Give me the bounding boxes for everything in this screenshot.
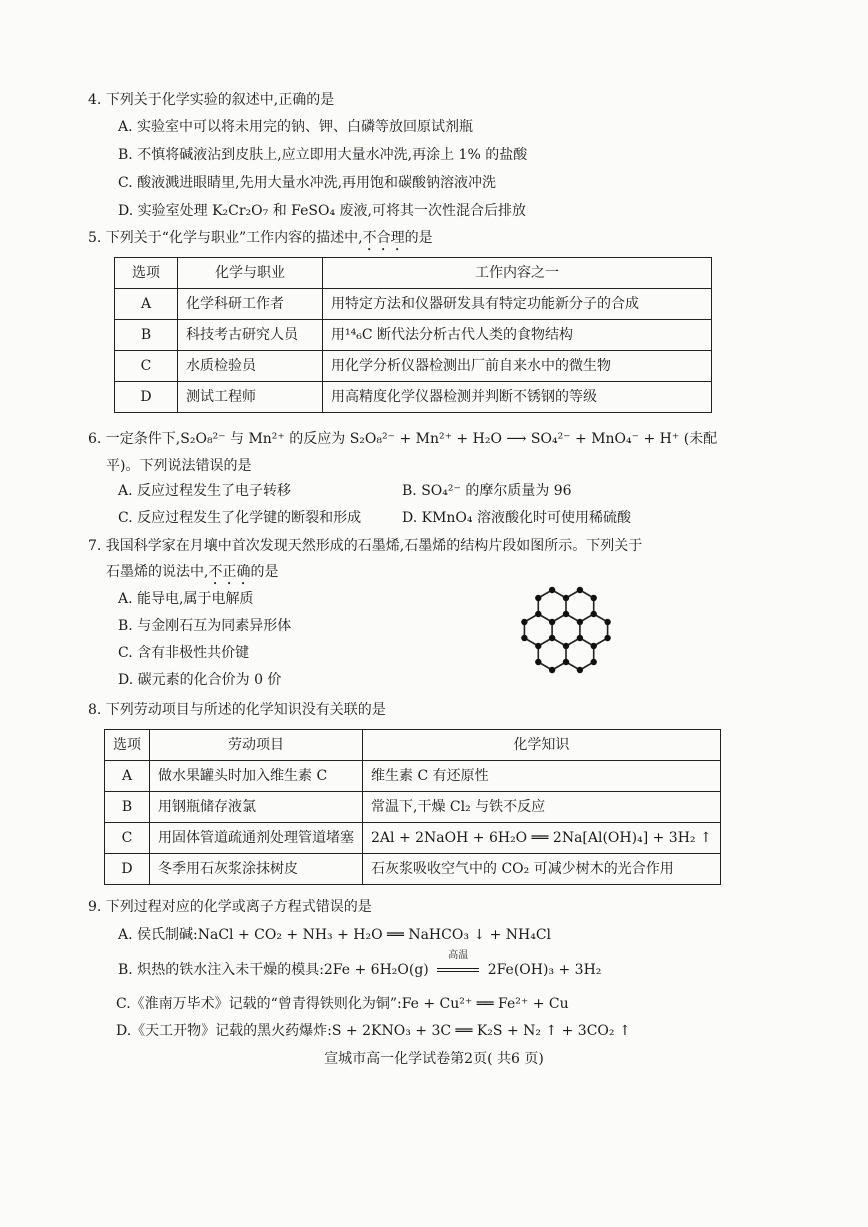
q4-stem: 4. 下列关于化学实验的叙述中,正确的是	[88, 92, 335, 108]
table-cell: 用¹⁴₆C 断代法分析古代人类的食物结构	[323, 320, 712, 351]
table-cell: 用化学分析仪器检测出厂前自来水中的微生物	[323, 351, 712, 382]
q6-option-c: C. 反应过程发生了化学键的断裂和形成	[118, 510, 362, 526]
carbon-atom	[563, 659, 569, 665]
table-cell: B	[105, 792, 150, 823]
table-header: 工作内容之一	[323, 258, 712, 289]
table-row	[115, 382, 712, 413]
carbon-atom	[549, 587, 555, 593]
q9-option-c: C.《淮南万毕术》记载的“曾青得铁则化为铜”:Fe + Cu²⁺ ══ Fe²⁺ + Cu	[116, 996, 569, 1012]
reaction-condition: 高温	[448, 950, 469, 961]
table-cell: 做水果罐头时加入维生素 C	[150, 761, 363, 792]
table-row	[115, 351, 712, 382]
table-row	[115, 320, 712, 351]
carbon-atom	[521, 635, 527, 641]
q7-stem-emphasis: 不正确	[208, 564, 251, 580]
q7-stem-line2	[106, 562, 278, 588]
q7-option-d: D. 碳元素的化合价为 0 价	[118, 672, 282, 688]
table-cell: 石灰浆吸收空气中的 CO₂ 可减少树木的光合作用	[363, 854, 721, 885]
q5-stem-pre: 5. 下列关于“化学与职业”工作内容的描述中,	[88, 230, 363, 246]
carbon-atom	[591, 595, 597, 601]
table-cell: 用高精度化学仪器检测并判断不锈钢的等级	[323, 382, 712, 413]
carbon-atom	[577, 587, 583, 593]
carbon-atom	[577, 635, 583, 641]
q4-option-c: C. 酸液溅进眼睛里,先用大量水冲洗,再用饱和碳酸钠溶液冲洗	[118, 175, 497, 191]
table-cell: 化学科研工作者	[178, 289, 323, 320]
q8-table	[104, 729, 721, 885]
table-cell: 用钢瓶储存液氯	[150, 792, 363, 823]
q7-option-b: B. 与金刚石互为同素异形体	[118, 618, 292, 634]
table-cell: 维生素 C 有还原性	[363, 761, 721, 792]
q9-option-d: D.《天工开物》记载的黑火药爆炸:S + 2KNO₃ + 3C ══ K₂S + N₂ ↑ + 3CO₂ ↑	[116, 1023, 631, 1039]
carbon-atom	[521, 619, 527, 625]
table-header: 选项	[115, 258, 178, 289]
carbon-atom	[535, 659, 541, 665]
table-cell: 水质检验员	[178, 351, 323, 382]
table-cell: 用固体管道疏通剂处理管道堵塞	[150, 823, 363, 854]
q8-stem: 8. 下列劳动项目与所述的化学知识没有关联的是	[88, 702, 386, 718]
table-row	[105, 792, 721, 823]
q4-option-d: D. 实验室处理 K₂Cr₂O₇ 和 FeSO₄ 废液,可将其一次性混合后排放	[118, 203, 526, 219]
graphene-structure-figure	[506, 568, 626, 692]
table-header: 选项	[105, 730, 150, 761]
table-cell: 常温下,干燥 Cl₂ 与铁不反应	[363, 792, 721, 823]
q6-option-b: B. SO₄²⁻ 的摩尔质量为 96	[402, 483, 572, 499]
q5-stem-emphasis: 不合理	[362, 230, 405, 246]
table-row	[105, 823, 721, 854]
carbon-atom	[535, 611, 541, 617]
q5-table	[114, 257, 712, 413]
table-row	[105, 854, 721, 885]
carbon-atom	[591, 643, 597, 649]
table-header-row	[115, 258, 712, 289]
reaction-arrow	[437, 950, 479, 980]
carbon-atom	[535, 595, 541, 601]
q9-option-b-text: B. 炽热的铁水注入未干燥的模具:2Fe + 6H₂O(g)	[118, 962, 429, 978]
table-cell: D	[115, 382, 178, 413]
q7-option-a: A. 能导电,属于电解质	[118, 591, 254, 607]
carbon-atom	[535, 643, 541, 649]
q9-option-b	[118, 950, 602, 980]
q7-stem-post: 的是	[250, 564, 279, 580]
carbon-atom	[577, 619, 583, 625]
page-footer: 宣城市高一化学试卷第2页( 共6 页)	[324, 1051, 544, 1067]
carbon-atom	[563, 595, 569, 601]
table-header: 化学与职业	[178, 258, 323, 289]
carbon-atom	[591, 611, 597, 617]
carbon-atom	[549, 635, 555, 641]
q9-option-a: A. 侯氏制碱:NaCl + CO₂ + NH₃ + H₂O ══ NaHCO₃ ↓ + NH₄Cl	[118, 927, 552, 943]
carbon-atom	[604, 635, 610, 641]
q6-option-d: D. KMnO₄ 溶液酸化时可使用稀硫酸	[402, 510, 631, 526]
table-cell: 科技考古研究人员	[178, 320, 323, 351]
table-row	[115, 289, 712, 320]
q6-stem-line2: 平)。下列说法错误的是	[106, 458, 252, 474]
table-header-row	[105, 730, 721, 761]
table-cell: A	[115, 289, 178, 320]
table-cell: 测试工程师	[178, 382, 323, 413]
carbon-atom	[563, 643, 569, 649]
q5-stem-post: 的是	[404, 230, 433, 246]
carbon-atom	[604, 619, 610, 625]
table-cell: C	[105, 823, 150, 854]
carbon-atom	[577, 667, 583, 673]
carbon-atom	[549, 667, 555, 673]
q4-option-a: A. 实验室中可以将未用完的钠、钾、白磷等放回原试剂瓶	[118, 119, 474, 135]
table-cell: D	[105, 854, 150, 885]
table-cell: 2Al + 2NaOH + 6H₂O ══ 2Na[Al(OH)₄] + 3H₂ ↑	[363, 823, 721, 854]
table-cell: 冬季用石灰浆涂抹树皮	[150, 854, 363, 885]
q6-stem-line1: 6. 一定条件下,S₂O₈²⁻ 与 Mn²⁺ 的反应为 S₂O₈²⁻ + Mn²⁺ + H₂O ⟶ SO₄²⁻ + MnO₄⁻ + H⁺ (未配	[88, 431, 718, 447]
table-cell: C	[115, 351, 178, 382]
carbon-atom	[549, 619, 555, 625]
table-header: 化学知识	[363, 730, 721, 761]
table-row	[105, 761, 721, 792]
carbon-atom	[591, 659, 597, 665]
q9-option-b-product: 2Fe(OH)₃ + 3H₂	[487, 962, 602, 978]
q7-stem-line1: 7. 我国科学家在月壤中首次发现天然形成的石墨烯,石墨烯的结构片段如图所示。下列关于	[88, 538, 643, 554]
carbon-atom	[563, 611, 569, 617]
q4-option-b: B. 不慎将碱液沾到皮肤上,应立即用大量水冲洗,再涂上 1% 的盐酸	[118, 147, 528, 163]
q5-stem	[88, 228, 433, 254]
table-cell: 用特定方法和仪器研发具有特定功能新分子的合成	[323, 289, 712, 320]
q7-stem-pre: 石墨烯的说法中,	[106, 564, 209, 580]
table-cell: A	[105, 761, 150, 792]
q6-option-a: A. 反应过程发生了电子转移	[118, 483, 292, 499]
table-cell: B	[115, 320, 178, 351]
table-header: 劳动项目	[150, 730, 363, 761]
q7-option-c: C. 含有非极性共价键	[118, 645, 250, 661]
q9-stem: 9. 下列过程对应的化学或离子方程式错误的是	[88, 899, 372, 915]
